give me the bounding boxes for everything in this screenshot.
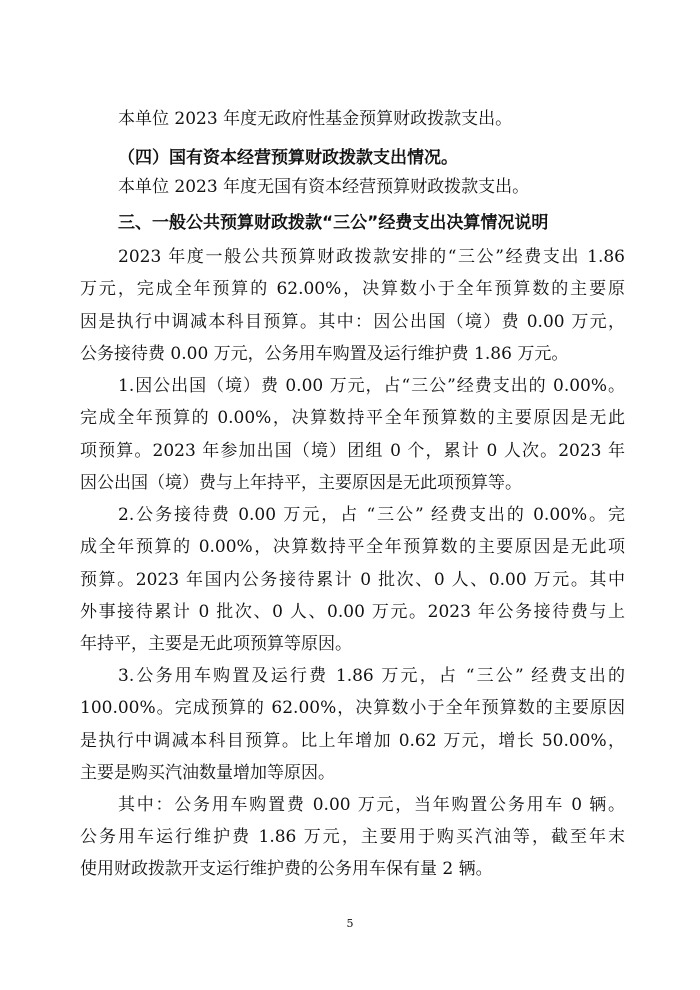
paragraph-line: 因公出国（境）费与上年持平，主要原因是无此项预算等。: [80, 473, 522, 493]
section-heading-3: 三、一般公共预算财政拨款“三公”经费支出决算情况说明: [118, 213, 549, 233]
paragraph-line: 3.公务用车购置及运行费 1.86 万元，占 “三公” 经费支出的: [118, 666, 625, 686]
paragraph-line: 主要是购买汽油数量增加等原因。: [80, 763, 335, 783]
paragraph-line: 1.因公出国（境）费 0.00 万元，占“三公”经费支出的 0.00%。: [118, 376, 625, 396]
paragraph-line: 公务接待费 0.00 万元，公务用车购置及运行维护费 1.86 万元。: [80, 344, 569, 364]
page-number: 5: [346, 917, 354, 930]
paragraph-line: 预算。2023 年国内公务接待累计 0 批次、0 人、0.00 万元。其中: [80, 570, 625, 590]
paragraph-line: 是执行中调减本科目预算。比上年增加 0.62 万元，增长 50.00%，: [80, 731, 625, 751]
paragraph-line: 100.00%。完成预算的 62.00%，决算数小于全年预算数的主要原因: [80, 698, 625, 718]
paragraph-line: 使用财政拨款开支运行维护费的公务用车保有量 2 辆。: [80, 859, 493, 879]
paragraph-line: 万元，完成全年预算的 62.00%，决算数小于全年预算数的主要原: [80, 279, 625, 299]
paragraph-line: 其中：公务用车购置费 0.00 万元，当年购置公务用车 0 辆。: [118, 795, 625, 815]
paragraph-line: 外事接待累计 0 批次、0 人、0.00 万元。2023 年公务接待费与上: [80, 602, 625, 622]
paragraph-line: 完成全年预算的 0.00%，决算数持平全年预算数的主要原因是无此: [80, 408, 625, 428]
paragraph-line: 成全年预算的 0.00%，决算数持平全年预算数的主要原因是无此项: [80, 537, 625, 557]
paragraph-line: 2023 年度一般公共预算财政拨款安排的“三公”经费支出 1.86: [118, 247, 625, 267]
paragraph-line: 本单位 2023 年度无政府性基金预算财政拨款支出。: [118, 109, 513, 129]
paragraph-line: 本单位 2023 年度无国有资本经营预算财政拨款支出。: [118, 177, 530, 197]
paragraph-line: 项预算。2023 年参加出国（境）团组 0 个，累计 0 人次。2023 年: [80, 441, 625, 461]
paragraph-line: 因是执行中调减本科目预算。其中：因公出国（境）费 0.00 万元，: [80, 312, 625, 332]
paragraph-line: 公务用车运行维护费 1.86 万元，主要用于购买汽油等，截至年末: [80, 827, 625, 847]
paragraph-line: 年持平，主要是无此项预算等原因。: [80, 634, 352, 654]
section-heading-4: （四）国有资本经营预算财政拨款支出情况。: [118, 148, 458, 168]
paragraph-line: 2.公务接待费 0.00 万元，占 “三公” 经费支出的 0.00%。完: [118, 505, 625, 525]
